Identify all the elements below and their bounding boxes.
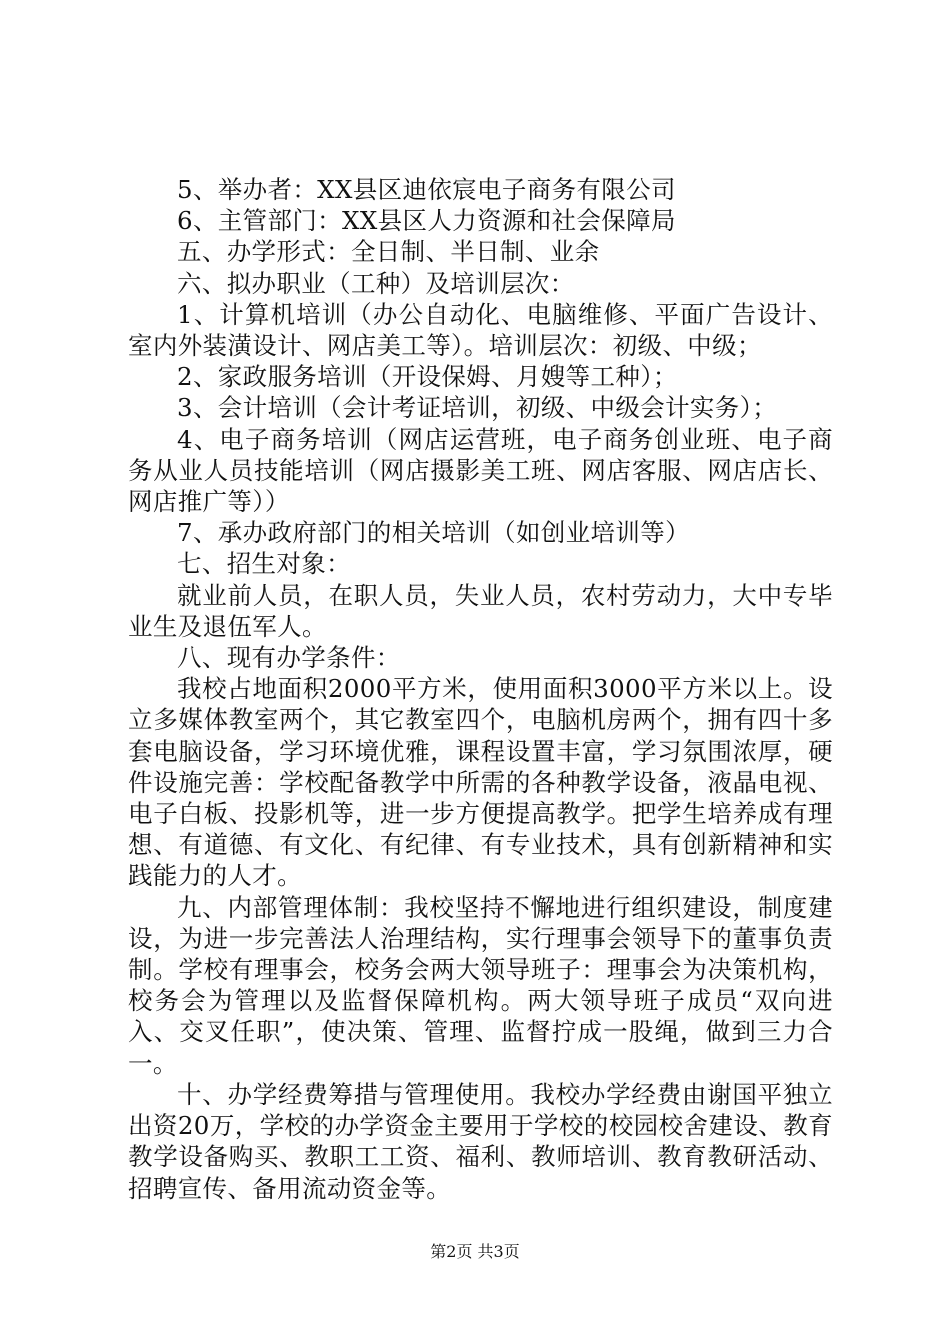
paragraph-supervising-department: 6、主管部门：XX县区人力资源和社会保障局 (177, 206, 676, 236)
paragraph-enrollment-heading: 七、招生对象： (177, 549, 351, 579)
document-body (128, 174, 833, 1204)
paragraph-school-format: 五、办学形式：全日制、半日制、业余 (177, 237, 600, 267)
paragraph-school-conditions: 我校占地面积2000平方米，使用面积3000平方米以上。设立多媒体教室两个，其它教室四个，电脑机房两个，拥有四十多套电脑设备，学习环境优雅，课程设置丰富，学习氛围浓厚，硬件设施完善：学校配备教学中所需的各种教学设备，液晶电视、电子白板、投影机等，进一步方便提高教学。把学生培养成有理想、有道德、有文化、有纪律、有专业技术，具有创新精神和实践能力的人才。 (128, 674, 833, 891)
paragraph-organizer: 5、举办者：XX县区迪依宸电子商务有限公司 (177, 175, 676, 204)
paragraph-government-training: 7、承办政府部门的相关培训（如创业培训等） (177, 518, 690, 548)
paragraph-enrollment-targets: 就业前人员，在职人员，失业人员，农村劳动力，大中专毕业生及退伍军人。 (128, 580, 833, 641)
page-number-footer: 第2页 共3页 (430, 1242, 520, 1261)
paragraph-conditions-heading: 八、现有办学条件： (177, 643, 401, 673)
paragraph-housekeeping-training: 2、家政服务培训（开设保姆、月嫂等工种）； (177, 362, 678, 392)
paragraph-computer-training: 1、计算机培训（办公自动化、电脑维修、平面广告设计、室内外装潢设计、网店美工等）。培训层次：初级、中级； (128, 299, 833, 361)
paragraph-accounting-training: 3、会计培训（会计考证培训，初级、中级会计实务）； (177, 393, 778, 423)
paragraph-management-system: 九、内部管理体制：我校坚持不懈地进行组织建设，制度建设，为进一步完善法人治理结构，实行理事会领导下的董事负责制。学校有理事会，校务会两大领导班子：理事会为决策机构，校务会为管理以及监督保障机构。两大领导班子成员“双向进入、交叉任职”，使决策、管理、监督拧成一股绳，做到三力合一。 (128, 892, 833, 1078)
paragraph-ecommerce-training: 4、电子商务培训（网店运营班，电子商务创业班、电子商务从业人员技能培训（网店摄影美工班、网店客服、网店店长、网店推广等）） (128, 424, 833, 517)
paragraph-funding: 十、办学经费筹措与管理使用。我校办学经费由谢国平独立出资20万，学校的办学资金主要用于学校的校园校舍建设、教育教学设备购买、教职工工资、福利、教师培训、教育教研活动、招聘宣传、备用流动资金等。 (128, 1079, 833, 1203)
paragraph-training-heading: 六、拟办职业（工种）及培训层次： (177, 268, 575, 298)
